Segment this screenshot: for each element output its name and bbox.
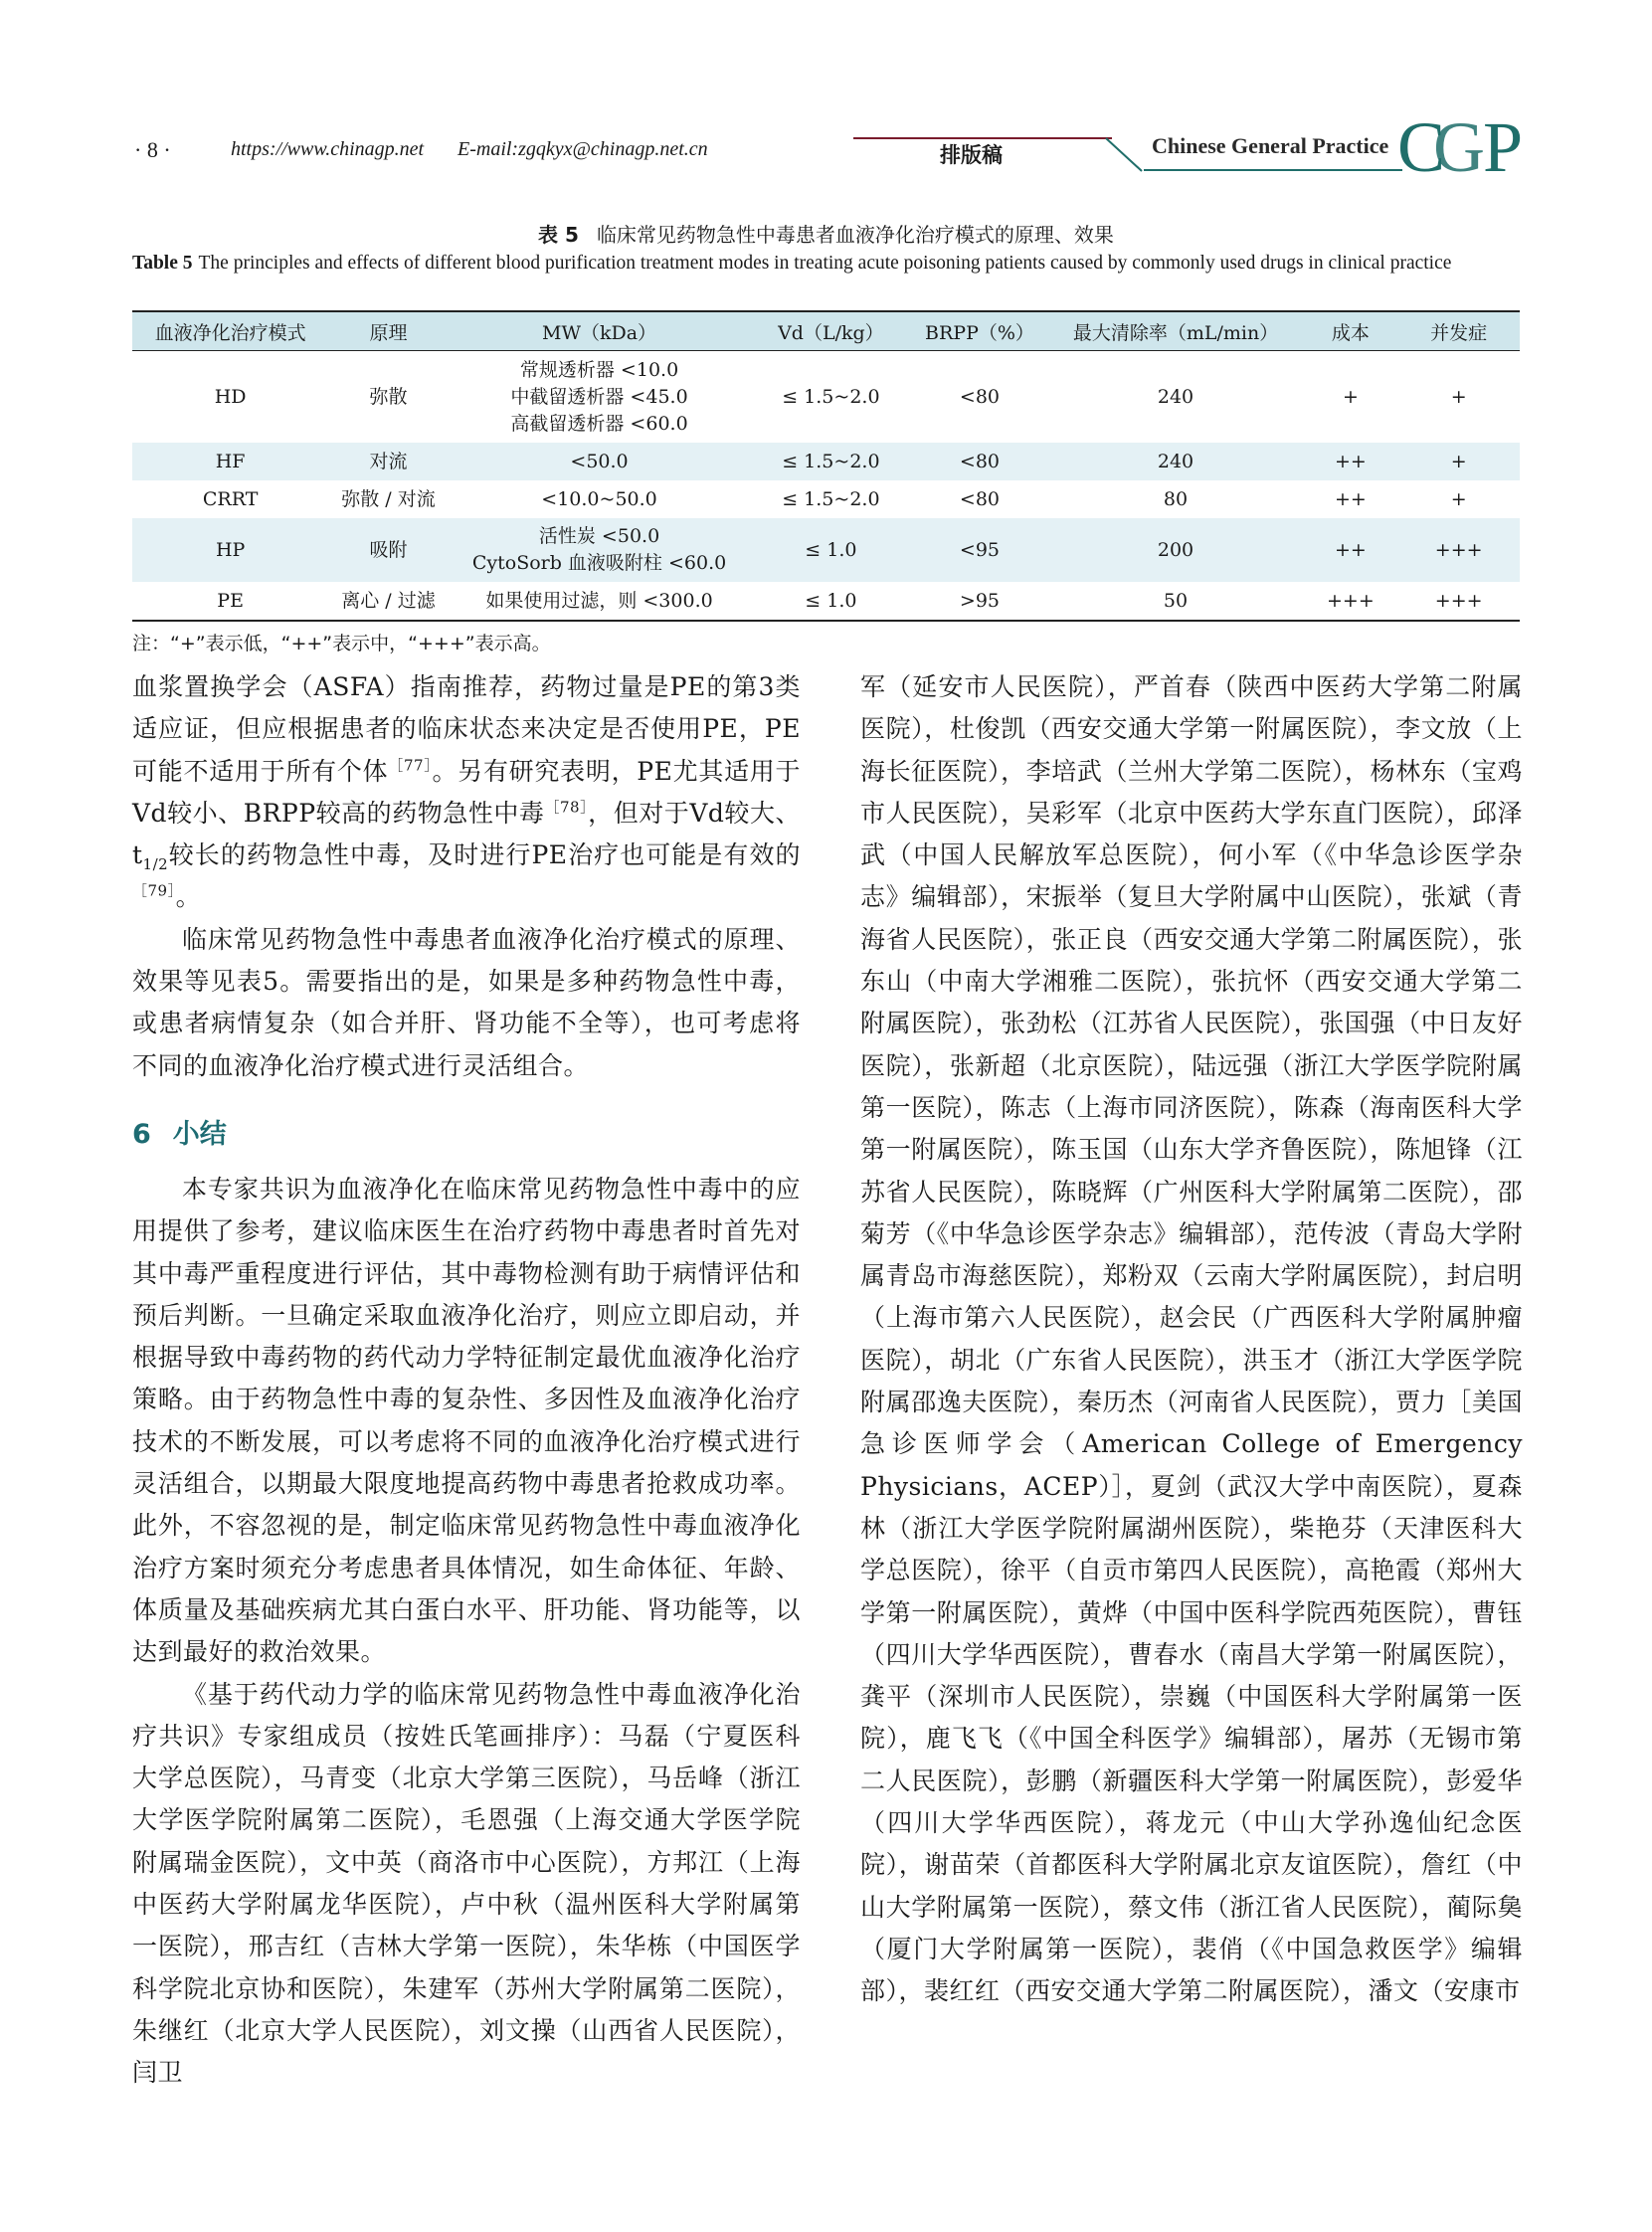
cell-complication: + bbox=[1450, 487, 1467, 510]
cell-principle: 离心 / 过滤 bbox=[328, 582, 448, 621]
cell-mw bbox=[449, 351, 751, 444]
mw-line: 常规透析器 <10.0 bbox=[519, 358, 679, 381]
table-header-row bbox=[132, 311, 1520, 351]
text-run: 血浆置换学会（ASFA）指南推荐，药物过量是PE的第3类适应证，但应根据患者的临床状态来决定是否使用PE，PE可能不适用于所有个体 bbox=[132, 672, 801, 786]
page-number: · 8 · bbox=[134, 137, 171, 162]
section-title: 小结 bbox=[172, 1119, 227, 1150]
cell-clearance: 50 bbox=[1048, 582, 1304, 621]
citation-ref[interactable]: ［79］ bbox=[132, 882, 176, 901]
paragraph-experts: 《基于药代动力学的临床常见药物急性中毒血液净化治疗共识》专家组成员（按姓氏笔画排序）：马磊（宁夏医科大学总医院），马青变（北京大学第三医院），马岳峰（浙江大学医学院附属第二医院），毛恩强（上海交通大学医学院附属瑞金医院），文中英（商洛市中心医院），方邦江（上海中医药大学附属龙华医院），卢中秋（温州医科大学附属第一医院），邢吉红（吉林大学第一医院），朱华栋（中国医学科学院北京协和医院），朱建军（苏州大学附属第二医院），朱继红（北京大学人民医院），刘文操（山西省人民医院），闫卫 bbox=[132, 1679, 801, 2088]
subscript: 1/2 bbox=[142, 855, 169, 874]
table-note: 注：“+”表示低，“++”表示中，“+++”表示高。 bbox=[132, 633, 551, 654]
cell-mode: PE bbox=[132, 582, 328, 621]
paragraph-experts-cont: 军（延安市人民医院），严首春（陕西中医药大学第二附属医院），杜俊凯（西安交通大学第一附属医院），李文放（上海长征医院），李培武（兰州大学第二医院），杨林东（宝鸡市人民医院），吴彩军（北京中医药大学东直门医院），邱泽武（中国人民解放军总医院），何小军（《中华急诊医学杂志》编辑部），宋振举（复旦大学附属中山医院），张斌（青海省人民医院），张正良（西安交通大学第二附属医院），张东山（中南大学湘雅二医院），张抗怀（西安交通大学第二附属医院），张劲松（江苏省人民医院），张国强（中日友好医院），张新超（北京医院），陆远强（浙江大学医学院附属第一医院），陈志（上海市同济医院），陈森（海南医科大学第一附属医院），陈玉国（山东大学齐鲁医院），陈旭锋（江苏省人民医院），陈晓辉（广州医科大学附属第二医院），邵菊芳（《中华急诊医学杂志》编辑部），范传波（青岛大学附属青岛市海慈医院），郑粉双（云南大学附属医院），封启明（上海市第六人民医院），赵会民（广西医科大学附属肿瘤医院），胡北（广东省人民医院），洪玉才（浙江大学医学院附属邵逸夫医院），秦历杰（河南省人民医院），贾力［美国急诊医师学会（American College of Emergency Physicians，ACEP）］，夏剑（武汉大学中南医院），夏森林（浙江大学医学院附属湖州医院），柴艳芬（天津医科大学总医院），徐平（自贡市第四人民医院），高艳霞（郑州大学第一附属医院），黄烨（中国中医科学院西苑医院），曹钰（四川大学华西医院），曹春水（南昌大学第一附属医院），龚平（深圳市人民医院），崇巍（中国医科大学附属第一医院），鹿飞飞（《中国全科医学》编辑部），屠苏（无锡市第二人民医院），彭鹏（新疆医科大学第一附属医院），彭爱华（四川大学华西医院），蒋龙元（中山大学孙逸仙纪念医院），谢苗荣（首都医科大学附属北京友谊医院），詹红（中山大学附属第一医院），蔡文伟（浙江省人民医院），蔺际㚟（厦门大学附属第一医院），裴俏（《中国急救医学》编辑部），裴红红（西安交通大学第二附属医院），潘文（安康市 bbox=[860, 672, 1523, 2006]
left-column-top bbox=[132, 666, 801, 1087]
cell-mw bbox=[449, 518, 751, 582]
table-label-cn: 表 5 bbox=[538, 223, 579, 247]
cell-principle: 对流 bbox=[369, 450, 408, 472]
paragraph-pe bbox=[132, 666, 801, 919]
cell-principle: 吸附 bbox=[369, 538, 408, 561]
table-caption-en bbox=[132, 249, 1520, 279]
cell-mw: <50.0 bbox=[570, 450, 629, 472]
header-rule-teal bbox=[1144, 169, 1402, 171]
cell-principle: 弥散 bbox=[369, 385, 408, 408]
table-row bbox=[132, 480, 1520, 518]
journal-title: Chinese General Practice bbox=[1152, 133, 1389, 158]
cell-principle: 弥散 / 对流 bbox=[341, 487, 436, 510]
col-header: 原理 bbox=[328, 311, 448, 351]
table-caption-cn bbox=[0, 219, 1652, 248]
page-header bbox=[0, 0, 1652, 189]
table-row bbox=[132, 518, 1520, 582]
cell-complication: + bbox=[1450, 450, 1467, 472]
mw-line: 活性炭 <50.0 bbox=[538, 525, 660, 547]
mw-line: 中截留透析器 <45.0 bbox=[510, 385, 688, 408]
col-header: 成本 bbox=[1303, 311, 1397, 351]
text-run: 较长的药物急性中毒，及时进行PE治疗也可能是有效的 bbox=[168, 840, 801, 870]
cell-clearance: 240 bbox=[1157, 385, 1194, 408]
cell-mode: CRRT bbox=[202, 487, 259, 510]
text-run: 。另有研究表明，PE尤其适用于Vd较小、BRPP较高的药物急性中毒 bbox=[132, 756, 801, 828]
journal-url-link[interactable]: https://www.chinagp.net bbox=[231, 138, 425, 160]
table-label-en: Table 5 bbox=[132, 253, 193, 274]
section-number: 6 bbox=[132, 1119, 151, 1150]
cell-vd: ≤ 1.0 bbox=[750, 582, 911, 621]
col-header: 最大清除率（mL/min） bbox=[1048, 311, 1304, 351]
col-header: 并发症 bbox=[1397, 311, 1520, 351]
cell-mode: HD bbox=[214, 385, 247, 408]
cell-cost: ++ bbox=[1334, 487, 1367, 510]
svg-text:G: G bbox=[1433, 111, 1485, 181]
typeset-badge: 排版稿 bbox=[940, 143, 1003, 167]
cell-mw: 如果使用过滤，则 <300.0 bbox=[449, 582, 751, 621]
cell-clearance: 240 bbox=[1157, 450, 1194, 472]
cell-clearance: 80 bbox=[1163, 487, 1189, 510]
col-header: MW（kDa） bbox=[449, 311, 751, 351]
cell-clearance: 200 bbox=[1157, 538, 1194, 561]
svg-text:P: P bbox=[1483, 111, 1524, 181]
cell-cost: ++ bbox=[1334, 450, 1367, 472]
blood-purification-table bbox=[132, 310, 1520, 622]
col-header: 血液净化治疗模式 bbox=[132, 311, 328, 351]
section-heading bbox=[132, 1112, 227, 1151]
text-run: ，但对于Vd较大、t bbox=[132, 798, 802, 870]
cell-complication: +++ bbox=[1397, 582, 1520, 621]
cell-complication: +++ bbox=[1434, 538, 1483, 561]
svg-text:C: C bbox=[1397, 111, 1446, 181]
table-title-cn: 临床常见药物急性中毒患者血液净化治疗模式的原理、效果 bbox=[596, 223, 1114, 247]
table-title-en: The principles and effects of different blood purification treatment modes in treating acute poisoning patients caused by commonly used drugs in clinical practice bbox=[198, 253, 1452, 274]
cgp-logo-icon bbox=[1397, 111, 1537, 181]
cell-brpp: >95 bbox=[911, 582, 1047, 621]
cell-vd: ≤ 1.5~2.0 bbox=[782, 487, 880, 510]
table-row bbox=[132, 443, 1520, 480]
table-row bbox=[132, 351, 1520, 444]
cell-vd: ≤ 1.0 bbox=[805, 538, 857, 561]
mw-line: CytoSorb 血液吸附柱 <60.0 bbox=[471, 552, 727, 574]
cell-cost: ++ bbox=[1334, 538, 1367, 561]
cell-mode: HF bbox=[215, 450, 246, 472]
cell-mode: HP bbox=[215, 538, 246, 561]
cell-brpp: <80 bbox=[959, 385, 1001, 408]
col-header: Vd（L/kg） bbox=[750, 311, 911, 351]
header-slash-decoration bbox=[1104, 135, 1144, 175]
paragraph-table-ref: 临床常见药物急性中毒患者血液净化治疗模式的原理、效果等见表5。需要指出的是，如果是多种药物急性中毒，或患者病情复杂（如合并肝、肾功能不全等），也可考虑将不同的血液净化治疗模式进行灵活组合。 bbox=[132, 924, 801, 1080]
cell-vd: ≤ 1.5~2.0 bbox=[782, 385, 880, 408]
mw-line: 高截留透析器 <60.0 bbox=[510, 412, 688, 435]
journal-email-link[interactable]: E-mail:zgqkyx@chinagp.net.cn bbox=[458, 138, 708, 160]
left-column-bottom bbox=[132, 1169, 801, 2095]
cell-complication: + bbox=[1450, 385, 1467, 408]
paragraph-summary: 本专家共识为血液净化在临床常见药物急性中毒中的应用提供了参考，建议临床医生在治疗药物中毒患者时首先对其中毒严重程度进行评估，其中毒物检测有助于病情评估和预后判断。一旦确定采取血液净化治疗，则应立即启动，并根据导致中毒药物的药代动力学特征制定最优血液净化治疗策略。由于药物急性中毒的复杂性、多因性及血液净化治疗技术的不断发展，可以考虑将不同的血液净化治疗模式进行灵活组合，以期最大限度地提高药物中毒患者抢救成功率。此外，不容忽视的是，制定临床常见药物急性中毒血液净化治疗方案时须充分考虑患者具体情况，如生命体征、年龄、体质量及基础疾病尤其白蛋白水平、肝功能、肾功能等，以达到最好的救治效果。 bbox=[132, 1175, 801, 1667]
col-header: BRPP（%） bbox=[911, 311, 1047, 351]
cell-cost: + bbox=[1342, 385, 1359, 408]
cell-brpp: <80 bbox=[959, 487, 1001, 510]
citation-ref[interactable]: ［77］ bbox=[388, 756, 433, 775]
citation-ref[interactable]: ［78］ bbox=[544, 798, 589, 817]
cell-cost: +++ bbox=[1303, 582, 1397, 621]
cell-mw: <10.0~50.0 bbox=[541, 487, 657, 510]
cell-brpp: <80 bbox=[959, 450, 1001, 472]
cell-brpp: <95 bbox=[959, 538, 1001, 561]
table-row bbox=[132, 582, 1520, 621]
cell-vd: ≤ 1.5~2.0 bbox=[782, 450, 880, 472]
text-run: 。 bbox=[175, 882, 202, 912]
right-column bbox=[860, 666, 1523, 2013]
